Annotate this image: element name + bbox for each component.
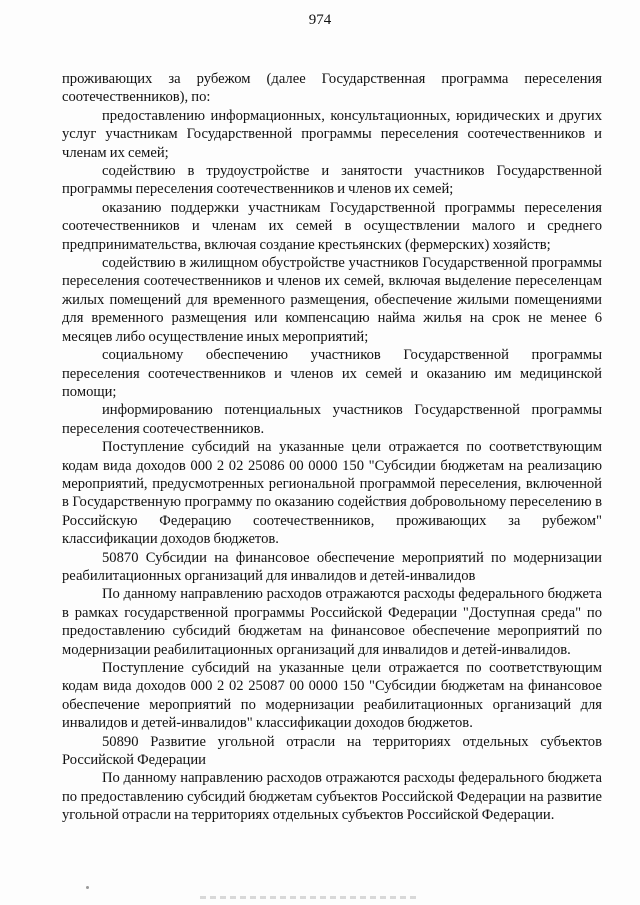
document-body <box>62 70 602 825</box>
list-item-business-support: оказанию поддержки участникам Государственной программы переселения соотечественников и членам их семей в осуществлении малого и среднего предпринимательства, включая создание крестьянских (фермерских) хозяйств; <box>62 199 602 253</box>
list-item-informing: информированию потенциальных участников Государственной программы переселения соотечественников. <box>62 402 602 437</box>
list-item-housing: содействию в жилищном обустройстве участников Государственной программы переселения соотечественников и членов их семей, включая выделение переселенцам жилых помещений для временного размещения, обеспечение жилыми помещениями для временного размещения или компенсацию найма жилья на срок не менее 6 месяцев либо осуществление иных мероприятий; <box>62 255 602 345</box>
page-number: 974 <box>308 12 332 28</box>
list-item-social-security: социальному обеспечению участников Государственной программы переселения соотечественников и членов их семей и оказанию им медицинской помощи; <box>62 347 602 400</box>
list-item-employment: содействию в трудоустройстве и занятости участников Государственной программы переселения соотечественников и членов их семей; <box>62 163 602 198</box>
section-heading-50870: 50870 Субсидии на финансовое обеспечение мероприятий по модернизации реабилитационных организаций для инвалидов и детей-инвалидов <box>62 549 602 584</box>
section-heading-50890: 50890 Развитие угольной отрасли на территориях отдельных субъектов Российской Федерации <box>62 733 602 769</box>
paragraph-subsidy-receipt-25086: Поступление субсидий на указанные цели отражается по соответствующим кодам вида доходов 000 2 02 25086 00 0000 150 "Субсидии бюджетам на реализацию мероприятий, предусмотренных региональной программой переселения, включенной в Государственную программу по оказанию содействия добровольному переселению в Российскую Федерацию соотечественников, проживающих за рубежом" классификации доходов бюджетов. <box>62 439 602 548</box>
paragraph-subsidy-receipt-25087: Поступление субсидий на указанные цели отражается по соответствующим кодам вида доходов 000 2 02 25087 00 0000 150 "Субсидии бюджетам на финансовое обеспечение мероприятий по модернизации реабилитационных организаций для инвалидов и детей-инвалидов" классификации доходов бюджетов. <box>62 660 602 732</box>
scan-artifact-line <box>200 896 420 899</box>
paragraph-continuation: проживающих за рубежом (далее Государственная программа переселения соотечественников), по: <box>62 71 602 106</box>
paragraph-50870-expenses: По данному направлению расходов отражаются расходы федерального бюджета в рамках государственной программы Российской Федерации "Доступная среда" по предоставлению субсидий бюджетам на финансовое обеспечение мероприятий по модернизации реабилитационных организаций для инвалидов и детей-инвалидов. <box>62 586 602 658</box>
list-item-information-services: предоставлению информационных, консультационных, юридических и других услуг участникам Государственной программы переселения соотечественников и членам их семей; <box>62 107 602 161</box>
paragraph-50890-expenses: По данному направлению расходов отражаются расходы федерального бюджета по предоставлению субсидий бюджетам субъектов Российской Федерации на развитие угольной отрасли на территориях отдельных субъектов Российской Федерации. <box>62 770 602 824</box>
scan-artifact-dot <box>86 886 89 889</box>
